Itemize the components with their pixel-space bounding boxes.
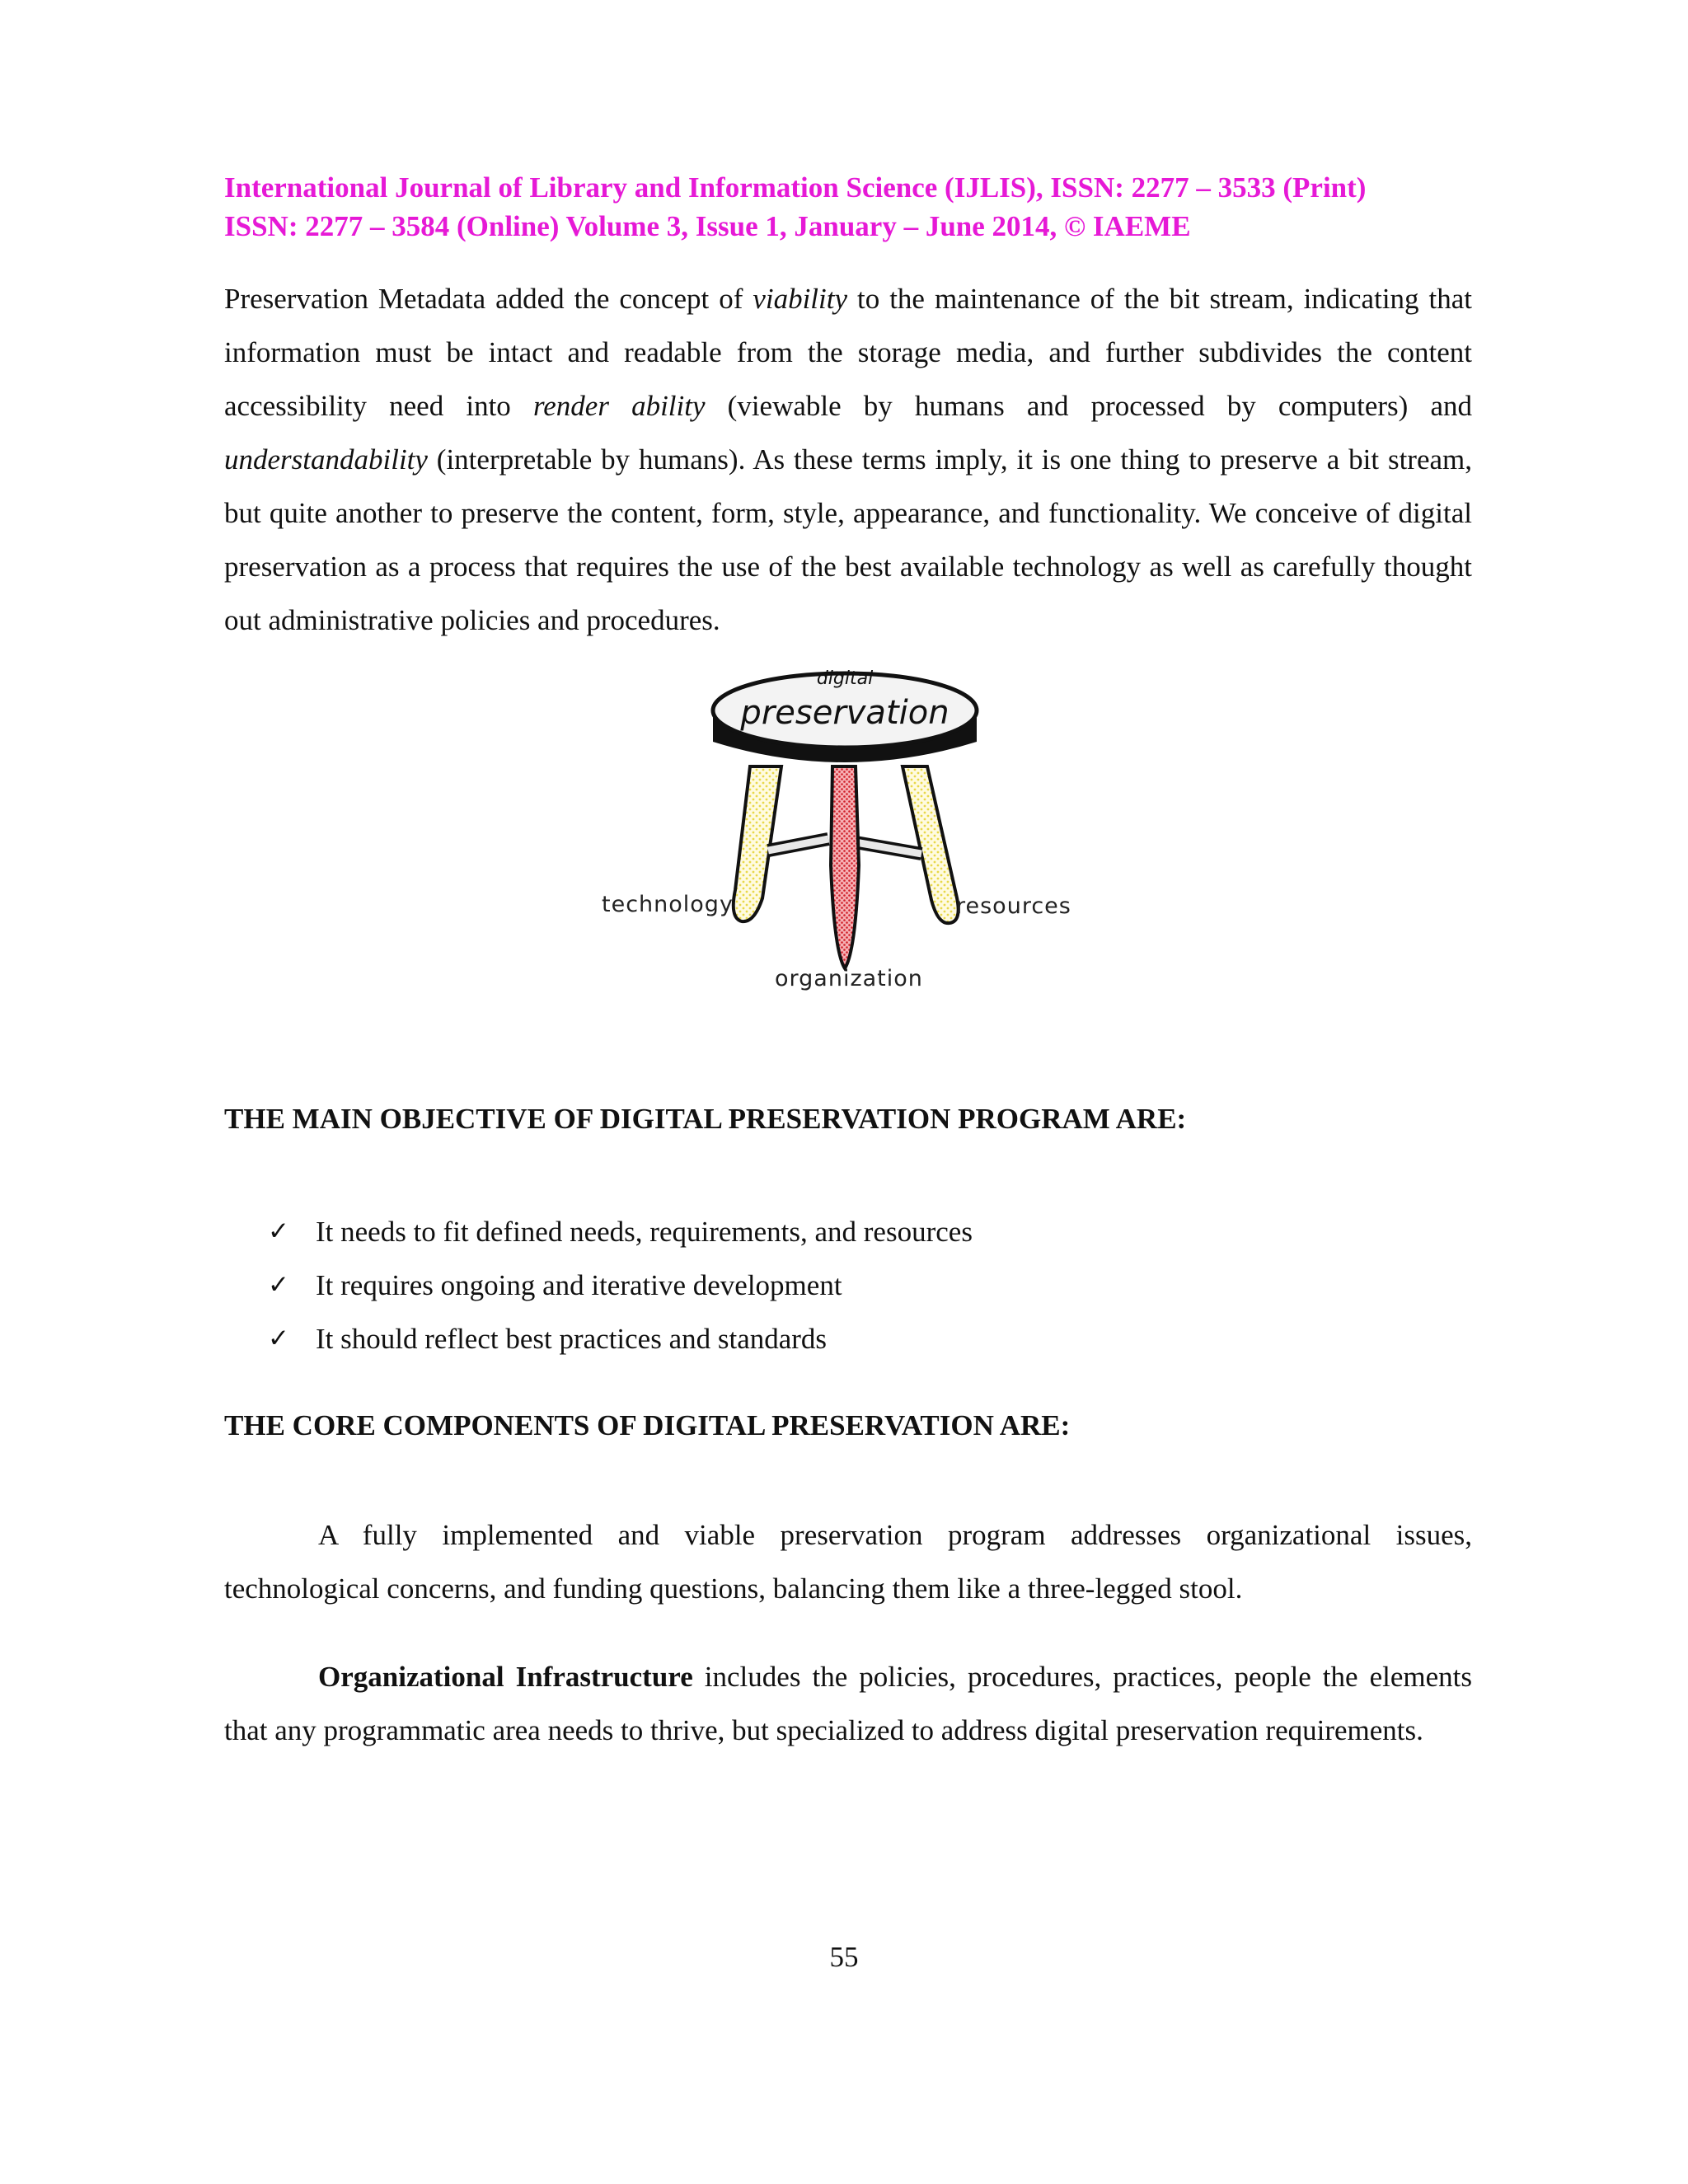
list-item-text: It requires ongoing and iterative development xyxy=(316,1269,842,1301)
list-item-text: It should reflect best practices and standards xyxy=(316,1323,828,1355)
organizational-infrastructure-paragraph xyxy=(224,1650,1472,1757)
list-item-text: It needs to fit defined needs, requirements, and resources xyxy=(316,1216,973,1248)
journal-header-line2: ISSN: 2277 – 3584 (Online) Volume 3, Issue 1, January – June 2014, © IAEME xyxy=(224,210,1191,242)
seat-label-small: digital xyxy=(816,668,874,689)
term-understandability: understandability xyxy=(224,443,428,476)
section-heading-objectives: THE MAIN OBJECTIVE OF DIGITAL PRESERVATION PROGRAM ARE: xyxy=(224,1103,1187,1135)
list-item xyxy=(268,1258,973,1312)
label-technology: technology xyxy=(602,892,734,917)
label-organization: organization xyxy=(775,966,923,991)
list-item xyxy=(268,1312,973,1366)
components-paragraph xyxy=(224,1508,1472,1615)
seat-label-large: preservation xyxy=(740,694,950,732)
intro-text-3: (viewable by humans and processed by computers) and xyxy=(705,390,1472,422)
stool-leg-center xyxy=(831,766,859,968)
check-icon: ✓ xyxy=(268,1324,289,1353)
stool-leg-right xyxy=(903,766,959,923)
objectives-list xyxy=(268,1205,973,1366)
intro-text-1: Preservation Metadata added the concept of xyxy=(224,283,753,315)
list-item xyxy=(268,1205,973,1258)
label-resources: resources xyxy=(956,893,1071,919)
organizational-infrastructure-text: includes the policies, procedures, practices, people the elements that any programmatic area needs to thrive, but specialized to address digital preservation requirements. xyxy=(224,1661,1472,1746)
term-viability: viability xyxy=(753,283,848,315)
three-legged-stool-figure xyxy=(593,659,1104,1005)
check-icon: ✓ xyxy=(268,1270,289,1300)
check-icon: ✓ xyxy=(268,1216,289,1246)
components-text: A fully implemented and viable preservation program addresses organizational issues, technological concerns, and funding questions, balancing them like a three-legged stool. xyxy=(224,1519,1472,1605)
page-number: 55 xyxy=(829,1941,859,1973)
intro-paragraph xyxy=(224,272,1472,647)
journal-header xyxy=(224,168,1477,246)
section-heading-components: THE CORE COMPONENTS OF DIGITAL PRESERVATION ARE: xyxy=(224,1409,1071,1441)
intro-text-2: to the maintenance of the bit stream, indicating that information must be intact and readable from the storage media, and further subdivides the content accessibility need into xyxy=(224,283,1472,422)
intro-text-4: (interpretable by humans). As these terms imply, it is one thing to preserve a bit stream, but quite another to preserve the content, form, style, appearance, and functionality. We conceive of digital preservation as a process that requires the use of the best available technology as well as carefully thought out administrative policies and procedures. xyxy=(224,443,1472,636)
term-render-ability: render ability xyxy=(532,390,706,422)
stool-illustration xyxy=(593,659,1104,1005)
journal-header-line1: International Journal of Library and Information Science (IJLIS), ISSN: 2277 – 3533 (Print) xyxy=(224,171,1367,204)
term-organizational-infrastructure: Organizational Infrastructure xyxy=(318,1661,693,1693)
